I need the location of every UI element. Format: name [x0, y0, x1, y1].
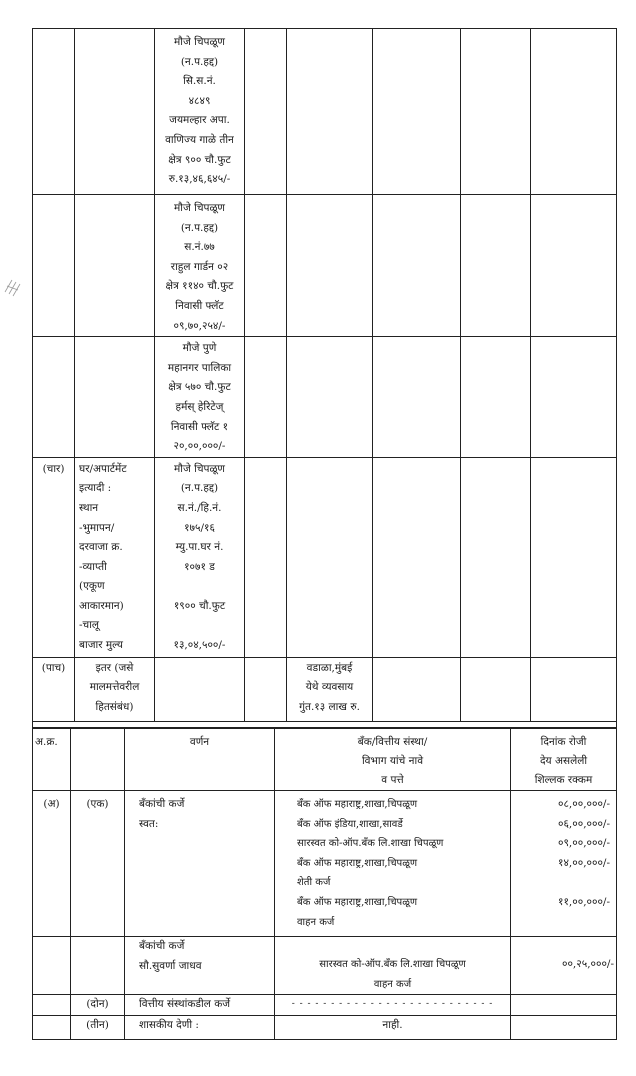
fi-loan-description: वित्तीय संस्थांकडील कर्जे	[125, 995, 275, 1016]
liabilities-table	[32, 728, 617, 1040]
row-serial: (अ)	[33, 791, 71, 937]
row-number: (चार)	[33, 457, 75, 657]
property-row	[33, 29, 617, 195]
gov-dues-value: नाही.	[275, 1015, 511, 1039]
balance-header: दिनांक रोजी देय असलेली शिल्लक रक्कम	[511, 729, 617, 791]
property-cell: मौजे चिपळूण (न.प.हद्द) स.नं.७७ राहुल गार्डन ०२ क्षेत्र ११४० चौ.फुट निवासी फ्लॅट ०९,७०,२५४/-	[155, 195, 245, 337]
row-sub: (एक)	[71, 791, 125, 937]
serial-header: अ.क्र.	[33, 729, 71, 791]
margin-scribble	[2, 272, 24, 298]
property-row	[33, 457, 617, 657]
spouse-bank: सारस्वत को-ऑप.बँक लि.शाखा चिपळूण वाहन कर्ज	[275, 937, 511, 995]
government-dues-row	[33, 1015, 617, 1039]
property-type-cell: घर/अपार्टमेंट इत्यादी : स्थान -भुमापन/ दरवाजा क्र. -व्याप्ती (एकूण आकारमान) -चालू बाजार मुल्य	[75, 457, 155, 657]
spouse-loan-description: बँकांची कर्जे सौ.सुवर्णा जाधव	[125, 937, 275, 995]
property-table	[32, 28, 617, 728]
property-cell: मौजे चिपळूण (न.प.हद्द) स.नं./हि.नं. १७५/१६ म्यु.पा.घर नं. १०७१ ड १९०० चौ.फुट १३,०४,५००/-	[155, 457, 245, 657]
property-cell: मौजे पुणे महानगर पालिका क्षेत्र ५७० चौ.फुट हर्मस् हेरिटेज् निवासी फ्लॅट १ २०,००,०००/-	[155, 337, 245, 458]
amount-list: ०८,००,०००/- ०६,००,०००/- ०९,००,०००/- १४,००,०००/- ११,००,०००/-	[511, 791, 617, 937]
bank-header: बँक/वित्तीय संस्था/ विभाग यांचे नावे व पत्ते	[275, 729, 511, 791]
bank-list: बँक ऑफ महाराष्ट्र,शाखा,चिपळूण बँक ऑफ इंडिया,शाखा,सावर्डे सारस्वत को-ऑप.बँक लि.शाखा चिपळूण बँक ऑफ महाराष्ट्र,शाखा,चिपळूण शेती कर्ज बँक ऑफ महाराष्ट्र,शाखा,चिपळूण वाहन कर्ज	[275, 791, 511, 937]
financial-institution-row	[33, 995, 617, 1016]
property-row	[33, 195, 617, 337]
row-sub: (दोन)	[71, 995, 125, 1016]
bank-loans-row	[33, 791, 617, 937]
header-row	[33, 729, 617, 791]
loan-description: बँकांची कर्जे स्वत:	[125, 791, 275, 937]
spouse-loan-row	[33, 937, 617, 995]
spouse-amount: ००,२५,०००/-	[511, 937, 617, 995]
property-row	[33, 337, 617, 458]
property-cell: मौजे चिपळूण (न.प.हद्द) सि.स.नं. ४८४९ जयमल्हार अपा. वाणिज्य गाळे तीन क्षेत्र ९०० चौ.फुट रु.१३,४६,६४५/-	[155, 29, 245, 195]
property-type-cell: इतर (जसे मालमत्तेवरील हितसंबंध)	[75, 657, 155, 721]
property-row	[33, 657, 617, 721]
row-number: (पाच)	[33, 657, 75, 721]
gov-dues-description: शासकीय देणी :	[125, 1015, 275, 1039]
row-sub: (तीन)	[71, 1015, 125, 1039]
description-header: वर्णन	[125, 729, 275, 791]
fi-loan-bank: - - - - - - - - - - - - - - - - - - - - - - - - - -	[275, 995, 511, 1016]
other-interest-cell: वडाळा,मुंबई येथे व्यवसाय गुंत.१३ लाख रु.	[287, 657, 373, 721]
